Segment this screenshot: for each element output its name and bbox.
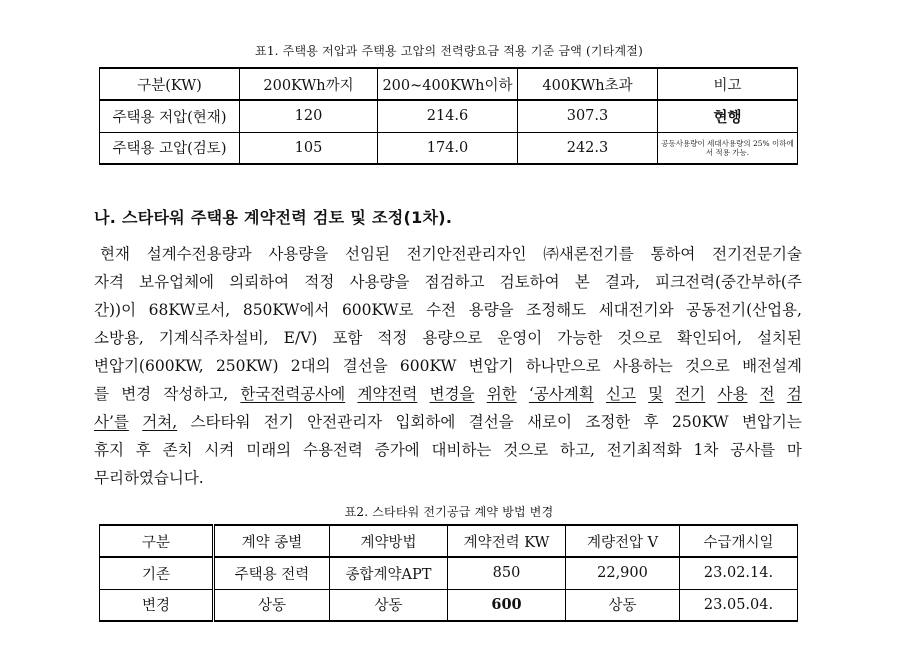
underlined-word: 및 (648, 385, 664, 403)
word: 후 (643, 413, 659, 431)
table2-cell: 주택용 전력 (214, 557, 330, 589)
word: 적정 (304, 273, 335, 291)
table1-header-cell: 400KWh초과 (518, 68, 658, 100)
table1-cell: 120 (240, 100, 378, 132)
table2-cell: 850 (448, 557, 566, 589)
word: 850KW에서 (242, 301, 330, 319)
word: 가능한 (557, 329, 603, 347)
table-row (100, 100, 798, 132)
table-row (100, 557, 798, 589)
table2-header-cell: 계약방법 (330, 525, 448, 557)
word: 변압기는 (741, 413, 802, 431)
table1-header-row (100, 68, 798, 100)
underlined-word: 신고 (605, 385, 636, 403)
word: 후 (135, 441, 151, 459)
underlined-word: 거쳐, (142, 413, 178, 431)
table1-cell: 214.6 (378, 100, 518, 132)
word: 수전 (426, 301, 457, 319)
word: 소방용, (94, 329, 144, 347)
table1-note-cell: 공동사용량이 세대사용량의 25% 이하에서 적용 가능. (658, 132, 798, 164)
underlined-word: 변경을 (429, 385, 475, 403)
table2-header-cell: 계약전력 KW (448, 525, 566, 557)
table2-cell: 종합계약APT (330, 557, 448, 589)
underlined-word: 검 (786, 385, 802, 403)
table1-header-cell: 구분(KW) (100, 68, 240, 100)
word: 것으로 (503, 441, 549, 459)
paragraph-line (94, 324, 802, 352)
word: 1차 (693, 441, 719, 459)
table2-cell: 기존 (100, 557, 214, 589)
word: 사용량을 (268, 245, 329, 263)
table1 (99, 67, 798, 165)
paragraph-line (94, 296, 802, 324)
table1-cell: 174.0 (378, 132, 518, 164)
underlined-word: 사’를 (94, 413, 129, 431)
word: 휴지 (94, 441, 124, 459)
word: 공동전기(산업용, (686, 301, 802, 319)
table2-cell: 상동 (330, 589, 448, 621)
paragraph-line (94, 408, 802, 436)
word: 결선을 (342, 357, 388, 375)
word: 변경 (121, 385, 152, 403)
table1-caption: 표1. 주택용 저압과 주택용 고압의 전력량요금 적용 기준 금액 (기타계절) (255, 44, 643, 58)
word: 현재 (100, 245, 130, 263)
word: 증가에 (374, 441, 420, 459)
word: 사용하는 (612, 357, 673, 375)
table1-cell: 현행 (658, 100, 798, 132)
word: 수용전력 (302, 441, 363, 459)
word: 스타타워 (190, 413, 251, 431)
word: 전기안전관리자인 (406, 245, 527, 263)
table-row (100, 589, 798, 621)
word: 대비하는 (431, 441, 492, 459)
word: 배전설계 (742, 357, 802, 375)
word: 것으로 (617, 329, 663, 347)
table1-header-cell: 200KWh까지 (240, 68, 378, 100)
underlined-word: 사용 (717, 385, 748, 403)
table2-cell: 22,900 (566, 557, 680, 589)
word: 하고, (560, 441, 595, 459)
table2-header-cell: 계량전압 V (566, 525, 680, 557)
word: 변압기 (468, 357, 514, 375)
word: 검토하여 (499, 273, 560, 291)
underlined-word: 전 (759, 385, 775, 403)
word: 확인되어, (677, 329, 742, 347)
word: 설치된 (756, 329, 802, 347)
word: 입회하에 (395, 413, 456, 431)
table2 (99, 524, 798, 622)
underlined-word: 위한 (486, 385, 517, 403)
table1-cell: 105 (240, 132, 378, 164)
word: 250KW (672, 413, 729, 431)
word: 포함 (332, 329, 363, 347)
word: 피크전력(중간부하(주 (655, 273, 802, 291)
word: 본 (574, 273, 590, 291)
word: 선임된 (345, 245, 390, 263)
word: 하나만으로 (525, 357, 601, 375)
word: 보유업체에 (139, 273, 215, 291)
table1-cell: 307.3 (518, 100, 658, 132)
word: 변압기(600KW, (94, 357, 204, 375)
word: 600KW로 (341, 301, 414, 319)
word: 공사를 (730, 441, 776, 459)
word: 작성하고, (163, 385, 229, 403)
word: 적정 (377, 329, 408, 347)
table2-header-cell: 수급개시일 (680, 525, 798, 557)
table2-header-cell: 구분 (100, 525, 214, 557)
word: 안전관리자 (307, 413, 383, 431)
word: 것으로 (684, 357, 730, 375)
table-row (100, 132, 798, 164)
paragraph-line (94, 268, 802, 296)
table2-cell: 23.05.04. (680, 589, 798, 621)
table2-cell: 600 (448, 589, 566, 621)
word: 전기최적화 (606, 441, 682, 459)
word: 용량으로 (422, 329, 483, 347)
underlined-word: 전기 (675, 385, 706, 403)
word: E/V) (283, 329, 318, 347)
paragraph-line (94, 240, 802, 268)
word: 통하여 (650, 245, 696, 263)
word: 미래의 (246, 441, 292, 459)
word: 결과, (605, 273, 640, 291)
word: 설계수전용량과 (146, 245, 252, 263)
table2-cell: 상동 (214, 589, 330, 621)
paragraph-line (94, 380, 802, 408)
word: 의뢰하여 (229, 273, 290, 291)
word: 전기 (263, 413, 294, 431)
word: 2대의 (290, 357, 331, 375)
word: 용량을 (468, 301, 514, 319)
underlined-word: 한국전력공사에 (240, 385, 346, 403)
word: 자격 (94, 273, 124, 291)
table1-cell: 242.3 (518, 132, 658, 164)
word: 기계식주차설비, (158, 329, 269, 347)
word: 조정한 (585, 413, 631, 431)
table1-cell: 주택용 저압(현재) (100, 100, 240, 132)
section-title: 나. 스타타워 주택용 계약전력 검토 및 조정(1차). (94, 208, 453, 227)
word: 존치 (162, 441, 193, 459)
paragraph-line (94, 464, 802, 492)
table2-cell: 23.02.14. (680, 557, 798, 589)
table2-header-row (100, 525, 798, 557)
word: 250KW) (215, 357, 279, 375)
word: 600KW (399, 357, 457, 375)
table2-cell: 변경 (100, 589, 214, 621)
table2-caption: 표2. 스타타워 전기공급 계약 방법 변경 (344, 505, 554, 519)
word: 간))이 (94, 301, 137, 319)
word: 마 (786, 441, 802, 459)
word: 를 (94, 385, 109, 403)
underlined-word: ‘공사계획 (528, 385, 594, 403)
word: 전기전문기술 (712, 245, 802, 263)
underlined-word: 계약전력 (357, 385, 418, 403)
table1-header-cell: 비고 (658, 68, 798, 100)
word: 세대전기와 (598, 301, 674, 319)
word: 68KW로서, (148, 301, 231, 319)
table2-header-cell: 계약 종별 (214, 525, 330, 557)
word: 조정해도 (526, 301, 587, 319)
word: 새로이 (527, 413, 572, 431)
paragraph-line (94, 436, 802, 464)
word: ㈜새론전기를 (543, 245, 634, 263)
word: 점검하고 (424, 273, 485, 291)
table1-cell: 주택용 고압(검토) (100, 132, 240, 164)
word: 운영이 (497, 329, 543, 347)
table2-cell: 상동 (566, 589, 680, 621)
word: 사용량을 (349, 273, 410, 291)
paragraph-line (94, 352, 802, 380)
table1-header-cell: 200~400KWh이하 (378, 68, 518, 100)
word: 무리하였습니다. (94, 469, 204, 487)
word: 결선을 (468, 413, 514, 431)
word: 시켜 (204, 441, 235, 459)
body-paragraph (94, 240, 802, 492)
